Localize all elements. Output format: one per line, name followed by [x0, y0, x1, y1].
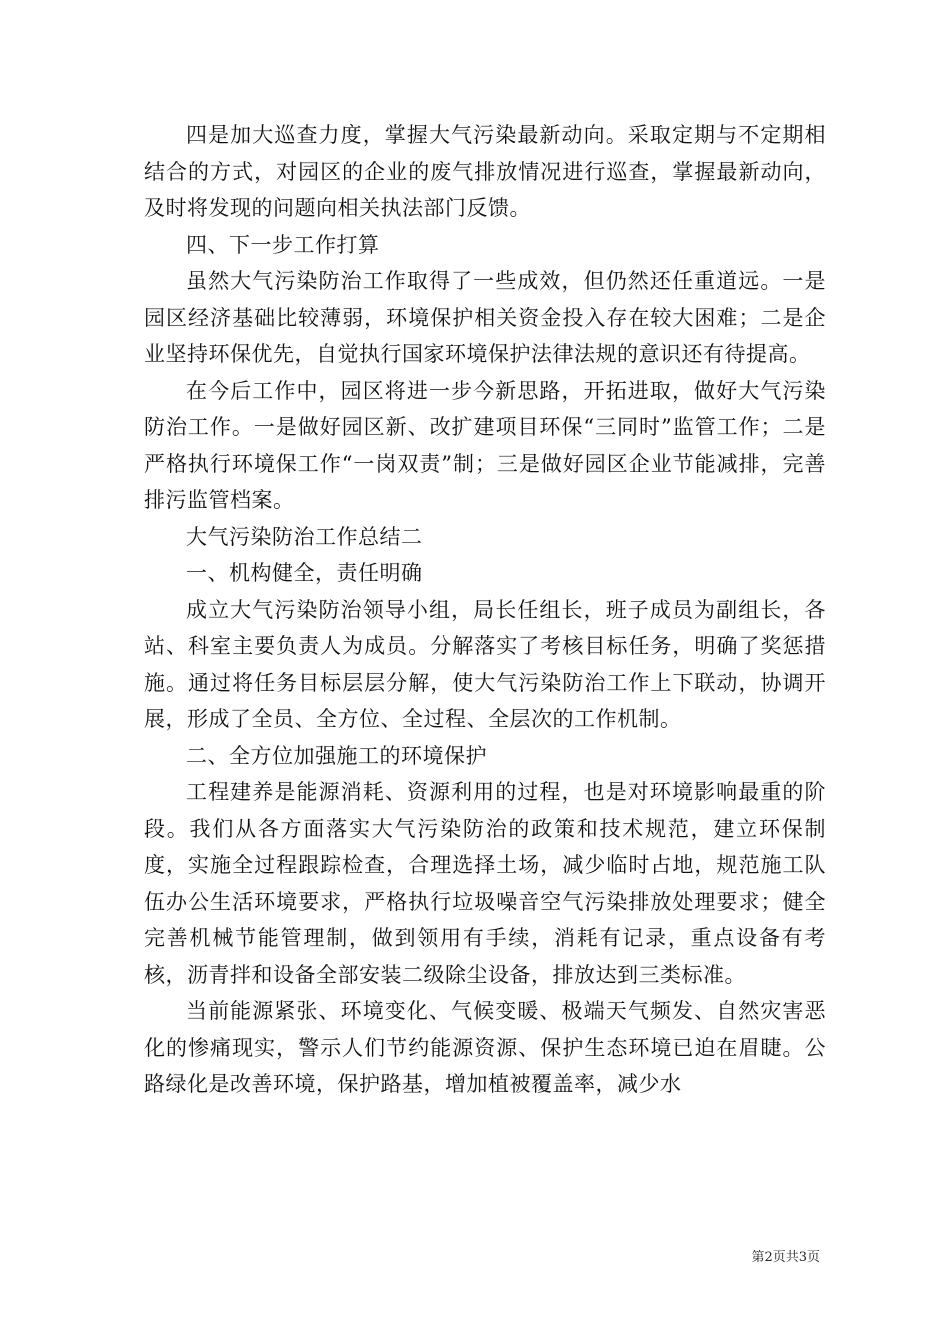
heading-organization: 一、机构健全，责任明确: [186, 561, 423, 585]
document-body: [144, 117, 826, 1103]
heading-next-steps: 四、下一步工作打算: [186, 232, 380, 257]
paragraph-future-work: 在今后工作中，园区将进一步今新思路，开拓进取，做好大气污染防治工作。一是做好园区新、改扩建项目环保“三同时”监管工作；二是严格执行环境保工作“一岗双责”制；三是做好园区企业节能减排，完善排污监管档案。: [144, 378, 826, 512]
paragraph-challenges: 虽然大气污染防治工作取得了一些成效，但仍然还任重道远。一是园区经济基础比较薄弱，环境保护相关资金投入存在较大困难；二是企业坚持环保优先，自觉执行国家环境保护法律法规的意识还有待提高。: [144, 269, 826, 366]
page-number: 第2页共3页: [751, 1250, 820, 1265]
paragraph-leadership-group: 成立大气污染防治领导小组，局长任组长，班子成员为副组长，各站、科室主要负责人为成员。分解落实了考核目标任务，明确了奖惩措施。通过将任务目标层层分解，使大气污染防治工作上下联动，协调开展，形成了全员、全方位、全过程、全层次的工作机制。: [144, 597, 826, 731]
paragraph-construction-measures: 工程建养是能源消耗、资源利用的过程，也是对环境影响最重的阶段。我们从各方面落实大气污染防治的政策和技术规范，建立环保制度，实施全过程跟踪检查，合理选择土场，减少临时占地，规范施工队伍办公生活环境要求，严格执行垃圾噪音空气污染排放处理要求；健全完善机械节能管理制，做到领用有手续，消耗有记录，重点设备有考核，沥青拌和设备全部安装二级除尘设备，排放达到三类标准。: [144, 780, 826, 987]
heading-construction-protection: 二、全方位加强施工的环境保护: [186, 743, 487, 768]
paragraph-inspection: 四是加大巡查力度，掌握大气污染最新动向。采取定期与不定期相结合的方式，对园区的企业的废气排放情况进行巡查，掌握最新动向，及时将发现的问题向相关执法部门反馈。: [144, 123, 826, 220]
heading-summary-two: 大气污染防治工作总结二: [186, 524, 423, 549]
paragraph-greening: 当前能源紧张、环境变化、气候变暖、极端天气频发、自然灾害恶化的惨痛现实，警示人们节约能源资源、保护生态环境已迫在眉睫。公路绿化是改善环境，保护路基，增加植被覆盖率，减少水: [144, 999, 826, 1096]
